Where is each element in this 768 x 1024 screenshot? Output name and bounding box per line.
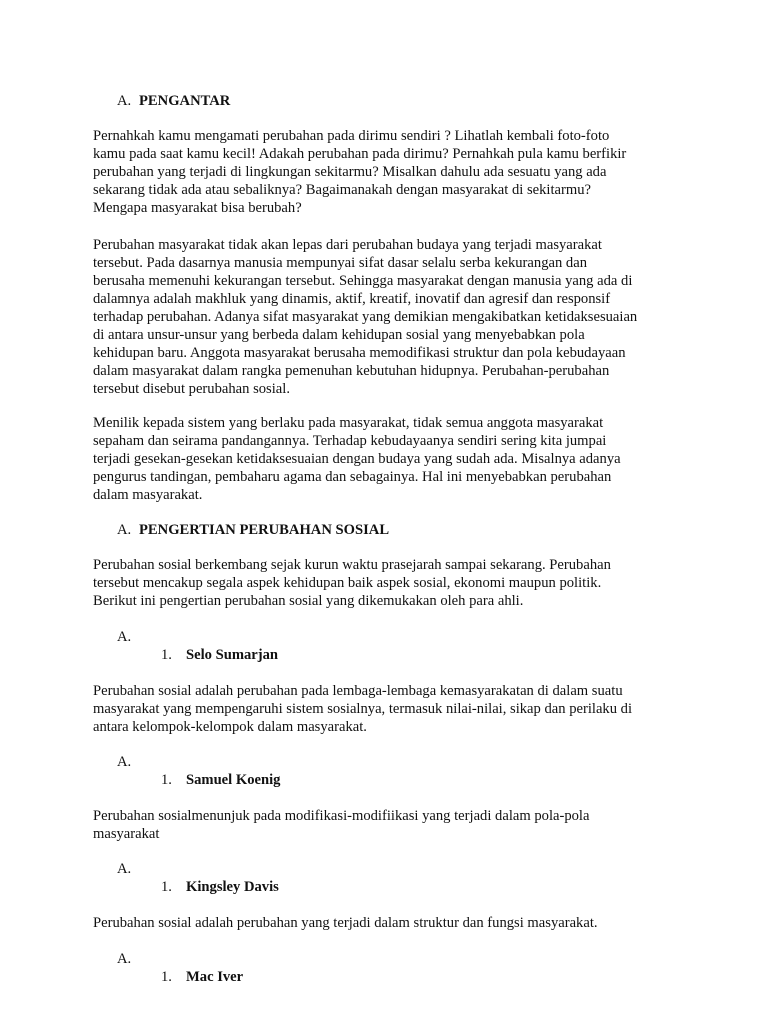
paragraph-line: tersebut mencakup segala aspek kehidupan baik aspek sosial, ekonomi maupun politik. [93,575,602,591]
list-letter: A. [117,861,132,877]
paragraph [93,127,683,217]
expert-name: Mac Iver [186,969,244,985]
list-letter: A. [117,754,132,770]
paragraph-line: Perubahan masyarakat tidak akan lepas dari perubahan budaya yang terjadi masyarakat [93,237,602,253]
paragraph-line: dalam masyarakat dalam rangka pemenuhan kebutuhan hidupnya. Perubahan-perubahan [93,363,610,379]
list-letter: A. [117,629,132,645]
expert-heading [161,968,243,986]
paragraph-line: terhadap perubahan. Adanya sifat masyarakat yang demikian mengakibatkan ketidaksesuaian [93,309,638,325]
expert-name: Selo Sumarjan [186,647,279,663]
paragraph-line: Menilik kepada sistem yang berlaku pada masyarakat, tidak semua anggota masyarakat [93,415,604,431]
paragraph-line: perubahan yang terjadi di lingkungan sekitarmu? Misalkan dahulu ada sesuatu yang ada [93,164,607,180]
section-heading-pengantar [117,92,230,110]
paragraph-line: Perubahan sosial adalah perubahan yang terjadi dalam struktur dan fungsi masyarakat. [93,915,598,931]
paragraph-line: masyarakat yang mempengaruhi sistem sosialnya, termasuk nilai-nilai, sikap dan perilaku di [93,701,633,717]
section-letter: A. [117,93,132,109]
paragraph-line: di antara unsur-unsur yang berbeda dalam kehidupan sosial yang menyebabkan pola [93,327,585,343]
paragraph-line: Pernahkah kamu mengamati perubahan pada dirimu sendiri ? Lihatlah kembali foto-foto [93,128,610,144]
paragraph-line: kamu pada saat kamu kecil! Adakah perubahan pada dirimu? Pernahkah pula kamu berfikir [93,146,627,162]
expert-definition [93,807,683,843]
expert-definition [93,682,683,736]
section-letter: A. [117,522,132,538]
expert-heading [161,878,279,896]
list-number: 1. [161,647,172,663]
paragraph [93,236,683,398]
paragraph [93,556,683,610]
list-number: 1. [161,772,172,788]
paragraph-line: kehidupan baru. Anggota masyarakat berusaha memodifikasi struktur dan pola kebudayaan [93,345,626,361]
paragraph-line: Perubahan sosial adalah perubahan pada lembaga-lembaga kemasyarakatan di dalam suatu [93,683,623,699]
section-title: PENGANTAR [139,93,231,109]
expert-definition [93,914,683,932]
paragraph-line: terjadi gesekan-gesekan ketidaksesuaian dengan budaya yang sudah ada. Misalnya adanya [93,451,621,467]
expert-name: Kingsley Davis [186,879,279,895]
section-title: PENGERTIAN PERUBAHAN SOSIAL [139,522,390,538]
paragraph-line: tersebut. Pada dasarnya manusia mempunyai sifat dasar selalu serba kekurangan dan [93,255,587,271]
list-number: 1. [161,879,172,895]
paragraph-line: dalamnya adalah makhluk yang dinamis, aktif, kreatif, inovatif dan agresif dan responsif [93,291,611,307]
paragraph-line: tersebut disebut perubahan sosial. [93,381,290,397]
paragraph-line: sekarang tidak ada atau sebaliknya? Bagaimanakah dengan masyarakat di sekitarmu? [93,182,592,198]
paragraph-line: Perubahan sosial berkembang sejak kurun waktu prasejarah sampai sekarang. Perubahan [93,557,611,573]
paragraph-line: Mengapa masyarakat bisa berubah? [93,200,302,216]
list-number: 1. [161,969,172,985]
paragraph-line: Perubahan sosialmenunjuk pada modifikasi-modifiikasi yang terjadi dalam pola-pola [93,808,590,824]
expert-heading [161,646,278,664]
expert-heading [161,771,280,789]
paragraph-line: dalam masyarakat. [93,487,203,503]
paragraph-line: sepaham dan seirama pandangannya. Terhadap kebudayaanya sendiri sering kita jumpai [93,433,607,449]
paragraph [93,414,683,504]
paragraph-line: antara kelompok-kelompok dalam masyarakat. [93,719,367,735]
paragraph-line: pengurus tandingan, pembaharu agama dan sebagainya. Hal ini menyebabkan perubahan [93,469,612,485]
list-letter: A. [117,951,132,967]
paragraph-line: Berikut ini pengertian perubahan sosial yang dikemukakan oleh para ahli. [93,593,524,609]
paragraph-line: berusaha memenuhi kekurangan tersebut. Sehingga masyarakat dengan manusia yang ada di [93,273,633,289]
section-heading-pengertian [117,521,389,539]
paragraph-line: masyarakat [93,826,160,842]
expert-name: Samuel Koenig [186,772,281,788]
